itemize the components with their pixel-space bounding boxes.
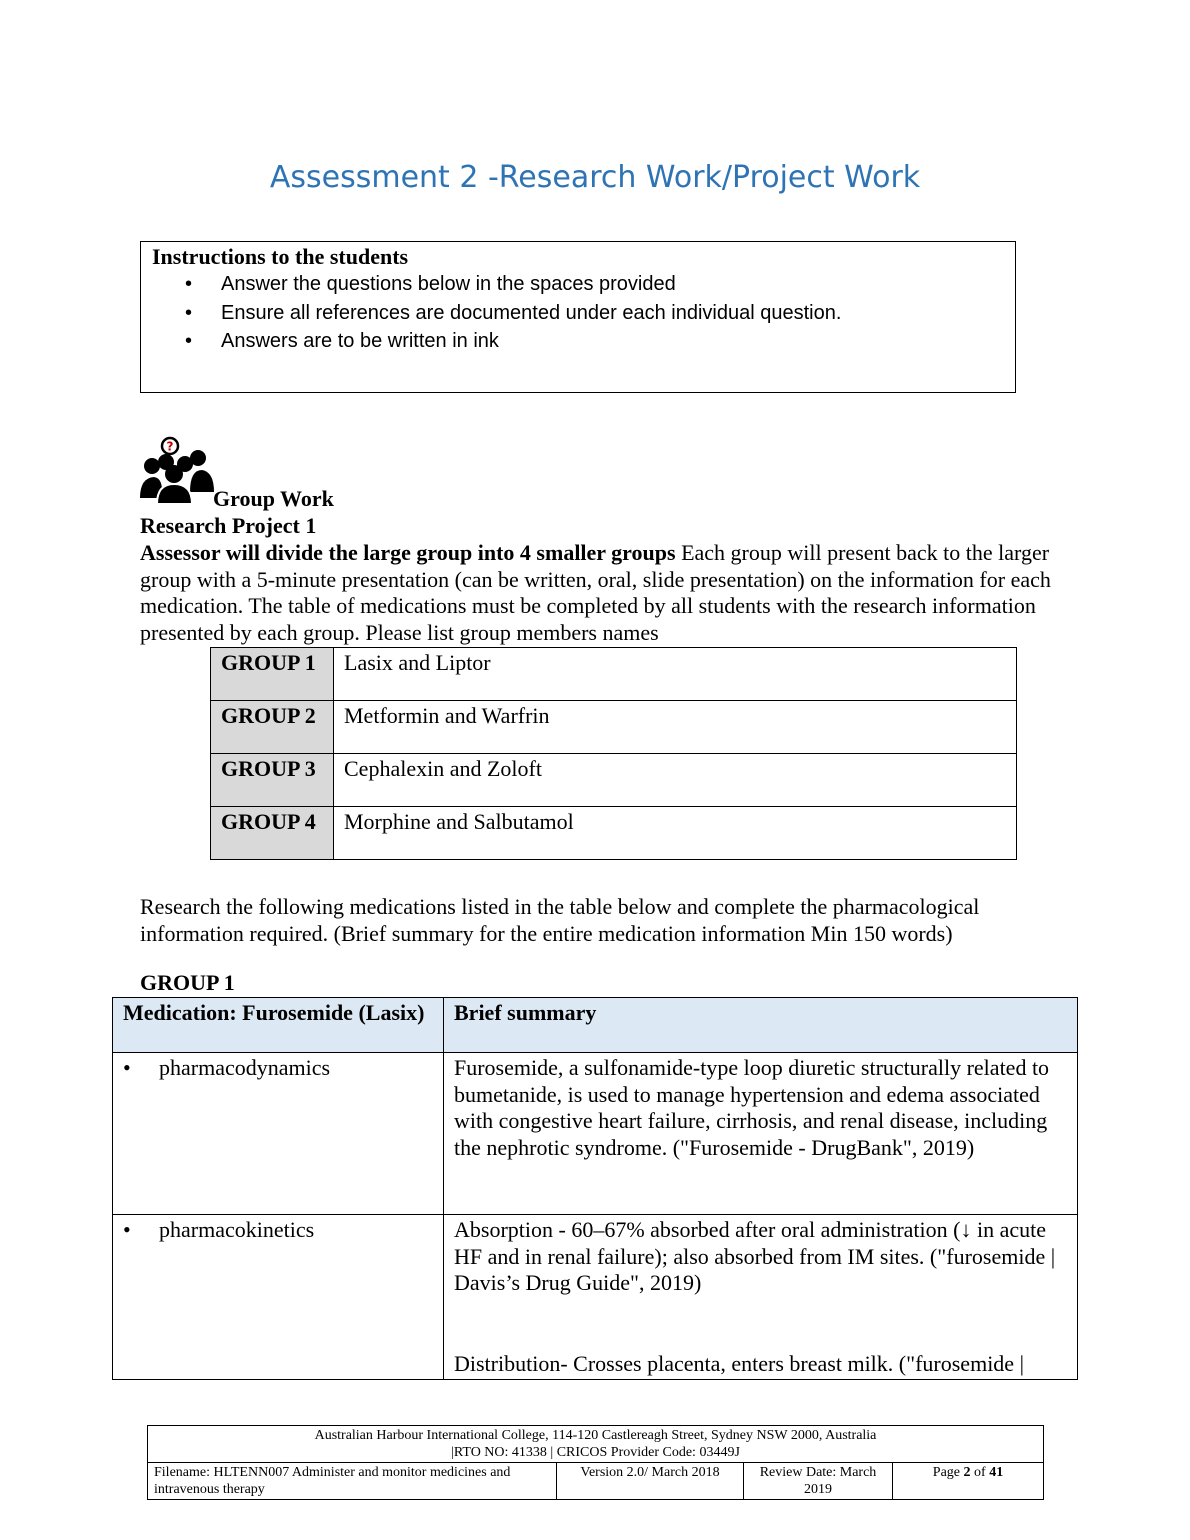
footer-line2: |RTO NO: 41338 | CRICOS Provider Code: 03449J	[451, 1445, 740, 1460]
medication-table	[112, 997, 1078, 1380]
table-row	[211, 648, 1017, 701]
instruction-item: • Ensure all references are documented under each individual question.	[185, 299, 841, 328]
instructions-heading: Instructions to the students	[152, 244, 409, 269]
table-header-row	[113, 998, 1078, 1053]
instruction-item: • Answer the questions below in the spaces provided	[185, 270, 841, 299]
group-medications: Metformin and Warfrin	[334, 701, 1017, 754]
page-of: of	[970, 1465, 990, 1480]
research-instruction: Research the following medications listed in the table below and complete the pharmacological information required. (Brief summary for the entire medication information Min 150 words)	[140, 894, 980, 946]
intro-bold: Assessor will divide the large group into 4 smaller groups	[140, 540, 676, 565]
table-row	[211, 701, 1017, 754]
footer-version: Version 2.0/ March 2018	[557, 1463, 744, 1500]
footer-filename: Filename: HLTENN007 Administer and monitor medicines and intravenous therapy	[148, 1463, 557, 1500]
footer-address	[148, 1426, 1044, 1463]
group1-heading: GROUP 1	[140, 970, 235, 995]
page-num: 2	[963, 1465, 971, 1480]
summary-header: Brief summary	[444, 998, 1078, 1053]
page-prefix: Page	[932, 1465, 964, 1480]
instructions-box	[140, 241, 1016, 393]
group-label: GROUP 2	[211, 701, 334, 754]
page-title: Assessment 2 -Research Work/Project Work	[269, 160, 921, 195]
intro-text: Each group will present back to the larger group with a 5-minute presentation (can be written, oral, slide presentation) on the information for each medication. The table of medications must be completed by all students with the research information presented by each group. Please list group members names	[140, 540, 1051, 645]
group-label: GROUP 3	[211, 754, 334, 807]
intro-paragraph	[140, 540, 1060, 646]
group-medications: Morphine and Salbutamol	[334, 807, 1017, 860]
table-row	[211, 807, 1017, 860]
page-footer	[147, 1425, 1044, 1500]
distribution-text: Distribution- Crosses placenta, enters breast milk. ("furosemide |	[454, 1350, 1024, 1376]
group-discussion-icon	[140, 436, 214, 513]
row-label-pharmacodynamics: • pharmacodynamics	[113, 1053, 444, 1215]
row-summary-pharmacodynamics[interactable]: Furosemide, a sulfonamide-type loop diuretic structurally related to bumetanide, is used to manage hypertension and edema associated with congestive heart failure, cirrhosis, and renal disease, including the nephrotic syndrome. ("Furosemide - DrugBank", 2019)	[444, 1053, 1078, 1215]
table-row	[211, 754, 1017, 807]
row-summary-pharmacokinetics[interactable]	[444, 1215, 1078, 1380]
footer-row	[148, 1463, 1044, 1500]
research-project-title: Research Project 1	[140, 513, 317, 538]
group-medications: Cephalexin and Zoloft	[334, 754, 1017, 807]
group-work-label: Group Work	[213, 486, 334, 511]
group-label: GROUP 4	[211, 807, 334, 860]
table-row	[113, 1215, 1078, 1380]
footer-review-date: Review Date: March 2019	[744, 1463, 893, 1500]
instruction-item: • Answers are to be written in ink	[185, 327, 841, 356]
group-assignment-table	[210, 647, 1017, 860]
instructions-list	[185, 270, 841, 356]
footer-line1: Australian Harbour International College, 114-120 Castlereagh Street, Sydney NSW 2000, Australia	[314, 1428, 877, 1443]
row-label-pharmacokinetics: • pharmacokinetics	[113, 1215, 444, 1380]
footer-row	[148, 1426, 1044, 1463]
footer-page-number	[893, 1463, 1044, 1500]
absorption-text: Absorption - 60–67% absorbed after oral administration (↓ in acute HF and in renal failure); also absorbed from IM sites. ("furosemide | Davis’s Drug Guide", 2019)	[454, 1217, 1056, 1295]
table-row	[113, 1053, 1078, 1215]
group-medications: Lasix and Liptor	[334, 648, 1017, 701]
group-label: GROUP 1	[211, 648, 334, 701]
medication-header: Medication: Furosemide (Lasix)	[113, 998, 444, 1053]
page-total: 41	[989, 1465, 1004, 1480]
svg-text:?: ?	[166, 439, 174, 454]
